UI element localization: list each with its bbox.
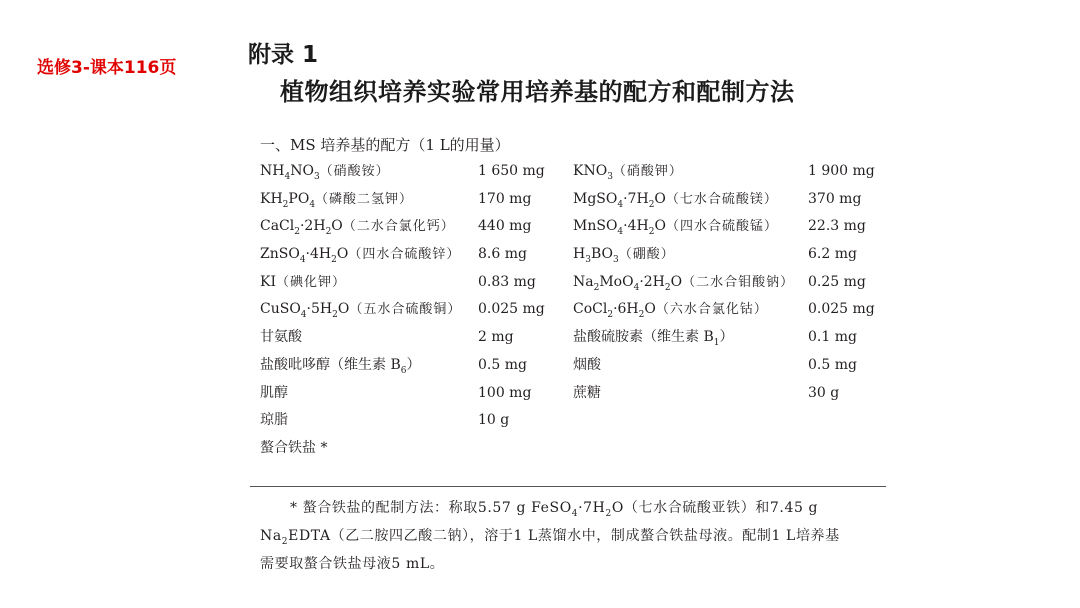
subscript: 2 [332,310,338,321]
component-chinese-name: （碘化钾） [276,274,347,290]
component-name [260,296,461,324]
component-amount: 0.5 mg [808,356,857,373]
text-part: KI [260,273,276,290]
subscript: 2 [281,536,289,547]
footnote-divider [250,486,886,487]
component-name [573,296,768,324]
subscript: 6 [400,365,407,376]
component-amount: 0.83 mg [478,273,536,290]
text-part: MoO [599,273,634,290]
component-name [573,380,601,408]
appendix-label: 附录 1 [248,42,319,68]
subscript: 4 [284,171,291,182]
component-name [573,213,778,241]
text-part: Na [573,273,594,290]
text-part: CoCl [573,301,608,318]
subscript: 4 [633,282,640,293]
subscript: 4 [309,199,316,210]
component-chinese-name: （五水合硫酸铜） [349,302,462,318]
component-amount: 8.6 mg [478,246,527,263]
text-part: PO [288,190,310,207]
text-part: NH [260,163,285,179]
text-part: KNO [573,163,608,179]
text-part: H [573,246,586,263]
component-amount: 1 650 mg [478,163,545,179]
component-amount: 0.025 mg [808,301,875,318]
text-part: ·2H [639,273,665,290]
text-part: ·5H [306,301,333,318]
component-amount: 370 mg [808,190,862,207]
text-part: MgSO [573,190,618,207]
component-chinese-name: （七水合硫酸镁） [665,191,778,207]
text-part: 蔗糖 [573,384,601,401]
subscript: 3 [612,254,619,265]
component-name [573,241,675,269]
component-name [260,435,327,463]
subscript: 2 [664,282,671,293]
component-amount: 0.025 mg [478,301,545,318]
recipe-row [260,186,880,214]
subscript: 2 [331,254,337,265]
text-part: ·6H [613,301,639,318]
recipe-row [260,352,880,380]
text-part: O [331,218,343,235]
subscript: 3 [313,171,320,182]
component-amount: 22.3 mg [808,218,866,235]
text-part: CaCl [260,218,295,235]
component-name [260,213,455,241]
component-amount: 0.5 mg [478,356,527,373]
component-chinese-name: （硝酸钾） [612,164,683,179]
subscript: 3 [585,254,591,265]
subscript: 3 [607,171,613,182]
component-amount: 440 mg [478,218,532,235]
text-part: ·7H [578,500,606,516]
component-amount: 0.1 mg [808,329,857,346]
subscript: 4 [617,199,624,210]
component-amount: 100 mg [478,384,532,401]
component-amount: 2 mg [478,329,514,346]
component-name [573,158,683,186]
footnote-line-1 [260,494,890,522]
subscript: 2 [282,199,289,210]
text-part: ·4H [305,246,332,263]
subscript: 2 [638,310,645,321]
text-part: O（七水合硫酸亚铁）和7.45 g [611,500,819,516]
text-part: 肌醇 [260,384,288,401]
recipe-row [260,380,880,408]
text-part: O [644,301,656,318]
subscript: 4 [299,254,306,265]
subscript: 2 [648,199,655,210]
recipe-row [260,213,880,241]
recipe-row [260,158,880,186]
footnote-line-2 [260,522,890,550]
component-chinese-name: （硼酸） [618,247,675,263]
component-name [260,269,346,297]
subscript: 1 [713,337,720,348]
footnote [260,494,890,578]
text-part: ） [719,329,734,346]
recipe-table [260,158,880,463]
component-chinese-name: （二水合钼酸钠） [682,274,795,290]
subscript: 4 [300,310,307,321]
subscript: 2 [325,227,332,238]
component-amount: 30 g [808,384,840,401]
text-part: BO [590,246,613,263]
component-name [260,352,420,380]
component-name [573,269,794,297]
text-part: KH [260,190,283,207]
component-chinese-name: （硝酸铵） [319,164,390,179]
component-amount: 1 900 mg [808,163,875,179]
subscript: 2 [294,227,300,238]
text-part: 盐酸吡哆醇（维生素 B [260,356,401,373]
subscript: 2 [605,508,612,519]
component-name [260,380,288,408]
subscript: 2 [648,227,655,238]
component-amount: 0.25 mg [808,273,866,290]
component-amount: 170 mg [478,190,532,207]
component-name [260,186,413,214]
component-chinese-name: （四水合硫酸锰） [665,219,778,235]
component-name [260,158,390,186]
component-chinese-name: （六水合氯化钴） [655,302,768,318]
text-part: O [336,246,349,263]
recipe-row [260,407,880,435]
text-part: ） [406,356,421,373]
text-part: 烟酸 [573,356,601,373]
recipe-row [260,435,880,463]
text-part: O [337,301,350,318]
text-part: 盐酸硫胺素（维生素 B [573,329,714,346]
subscript: 2 [607,310,614,321]
component-name [573,186,778,214]
text-part: ·2H [299,218,326,235]
text-part: * 螯合铁盐的配制方法：称取5.57 g FeSO [290,500,572,516]
slide-tag: 选修3-课本116页 [37,58,177,78]
text-part: MnSO [573,218,618,235]
component-amount: 6.2 mg [808,246,857,263]
component-chinese-name: （磷酸二氢钾） [315,191,414,207]
component-name [260,407,288,435]
component-name [573,352,601,380]
subscript: 2 [593,282,600,293]
text-part: 甘氨酸 [260,329,302,346]
recipe-row [260,241,880,269]
text-part: NO [290,163,314,179]
text-part: 琼脂 [260,412,288,429]
component-chinese-name: （二水合氯化钙） [342,219,455,235]
text-part: O [670,273,683,290]
section-heading: 一、MS 培养基的配方（1 L的用量） [260,136,510,154]
page-title: 植物组织培养实验常用培养基的配方和配制方法 [280,78,795,106]
recipe-row [260,269,880,297]
text-part: ZnSO [260,246,300,263]
component-name [260,241,460,269]
footnote-line-3 [260,550,890,578]
text-part: ·7H [623,190,649,207]
text-part: O [654,190,666,207]
text-part: 需要取螯合铁盐母液5 mL。 [260,556,445,572]
text-part: CuSO [260,301,301,318]
text-part: 螯合铁盐 * [260,439,328,456]
recipe-row [260,296,880,324]
text-part: ·4H [623,218,649,235]
component-name [573,324,733,352]
subscript: 4 [617,227,624,238]
component-name [260,324,302,352]
text-part: Na [260,528,282,544]
subscript: 4 [571,508,579,519]
component-amount: 10 g [478,412,510,429]
text-part: O [654,218,666,235]
component-chinese-name: （四水合硫酸锌） [348,247,461,263]
recipe-row [260,324,880,352]
text-part: EDTA（乙二胺四乙酸二钠），溶于1 L蒸馏水中，制成螯合铁盐母液。配制1 L培养基 [288,528,840,544]
